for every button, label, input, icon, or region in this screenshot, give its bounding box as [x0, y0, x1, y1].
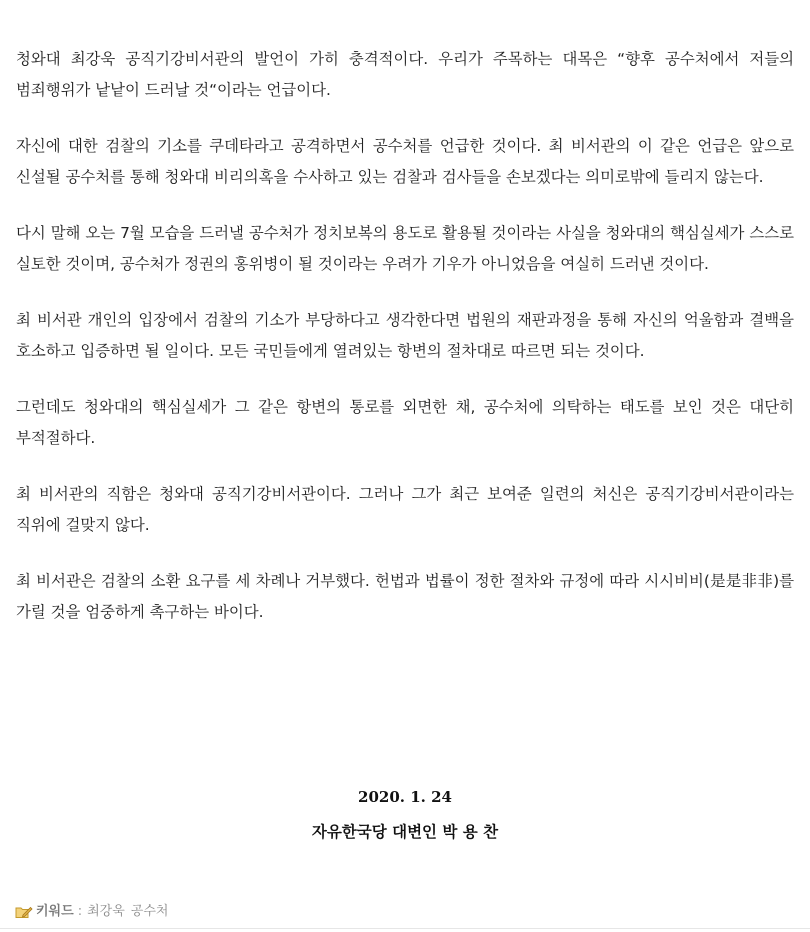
keyword-separator: : [77, 904, 83, 919]
paragraph: 다시 말해 오는 7월 모습을 드러낼 공수처가 정치보복의 용도로 활용될 것이라는 사실을 청와대의 핵심실세가 스스로 실토한 것이며, 공수처가 정권의 홍위병이 될 것이라는 우려가 기우가 아니었음을 여실히 드러낸 것이다. [16, 224, 794, 273]
paragraph: 청와대 최강욱 공직기강비서관의 발언이 가히 충격적이다. 우리가 주목하는 대목은 “향후 공수처에서 저들의 범죄행위가 낱낱이 드러날 것“이라는 언급이다. [16, 50, 795, 99]
paragraph: 자신에 대한 검찰의 기소를 쿠데타라고 공격하면서 공수처를 언급한 것이다. 최 비서관의 이 같은 언급은 앞으로 신설될 공수처를 통해 청와대 비리의혹을 수사하고 있는 검찰과 검사들을 손보겠다는 의미로밖에 들리지 않는다. [16, 137, 794, 186]
keyword-link[interactable]: 최강욱 [87, 904, 125, 919]
spokesperson-signature: 자유한국당 대변인 박 용 찬 [311, 822, 499, 841]
article-body [16, 44, 794, 653]
statement-date: 2020. 1. 24 [358, 788, 452, 806]
keyword-label: 키워드 [36, 904, 74, 919]
paragraph: 그런데도 청와대의 핵심실세가 그 같은 항변의 통로를 외면한 채, 공수처에 의탁하는 태도를 보인 것은 대단히 부적절하다. [16, 398, 794, 447]
paragraph: 최 비서관 개인의 입장에서 검찰의 기소가 부당하다고 생각한다면 법원의 재판과정을 통해 자신의 억울함과 결백을 호소하고 입증하면 될 일이다. 모든 국민들에게 열려있는 항변의 절차대로 따르면 되는 것이다. [16, 311, 794, 360]
keyword-link[interactable]: 공수처 [130, 904, 169, 919]
paragraph: 최 비서관의 직함은 청와대 공직기강비서관이다. 그러나 그가 최근 보여준 일련의 처신은 공직기강비서관이라는 직위에 걸맞지 않다. [16, 485, 794, 534]
divider [0, 928, 810, 929]
paragraph: 최 비서관은 검찰의 소환 요구를 세 차례나 거부했다. 헌법과 법률이 정한 절차와 규정에 따라 시시비비(是是非非)를 가릴 것을 엄중하게 촉구하는 바이다. [16, 572, 794, 621]
keyword-bar [15, 902, 174, 922]
pencil-folder-icon [15, 905, 33, 919]
